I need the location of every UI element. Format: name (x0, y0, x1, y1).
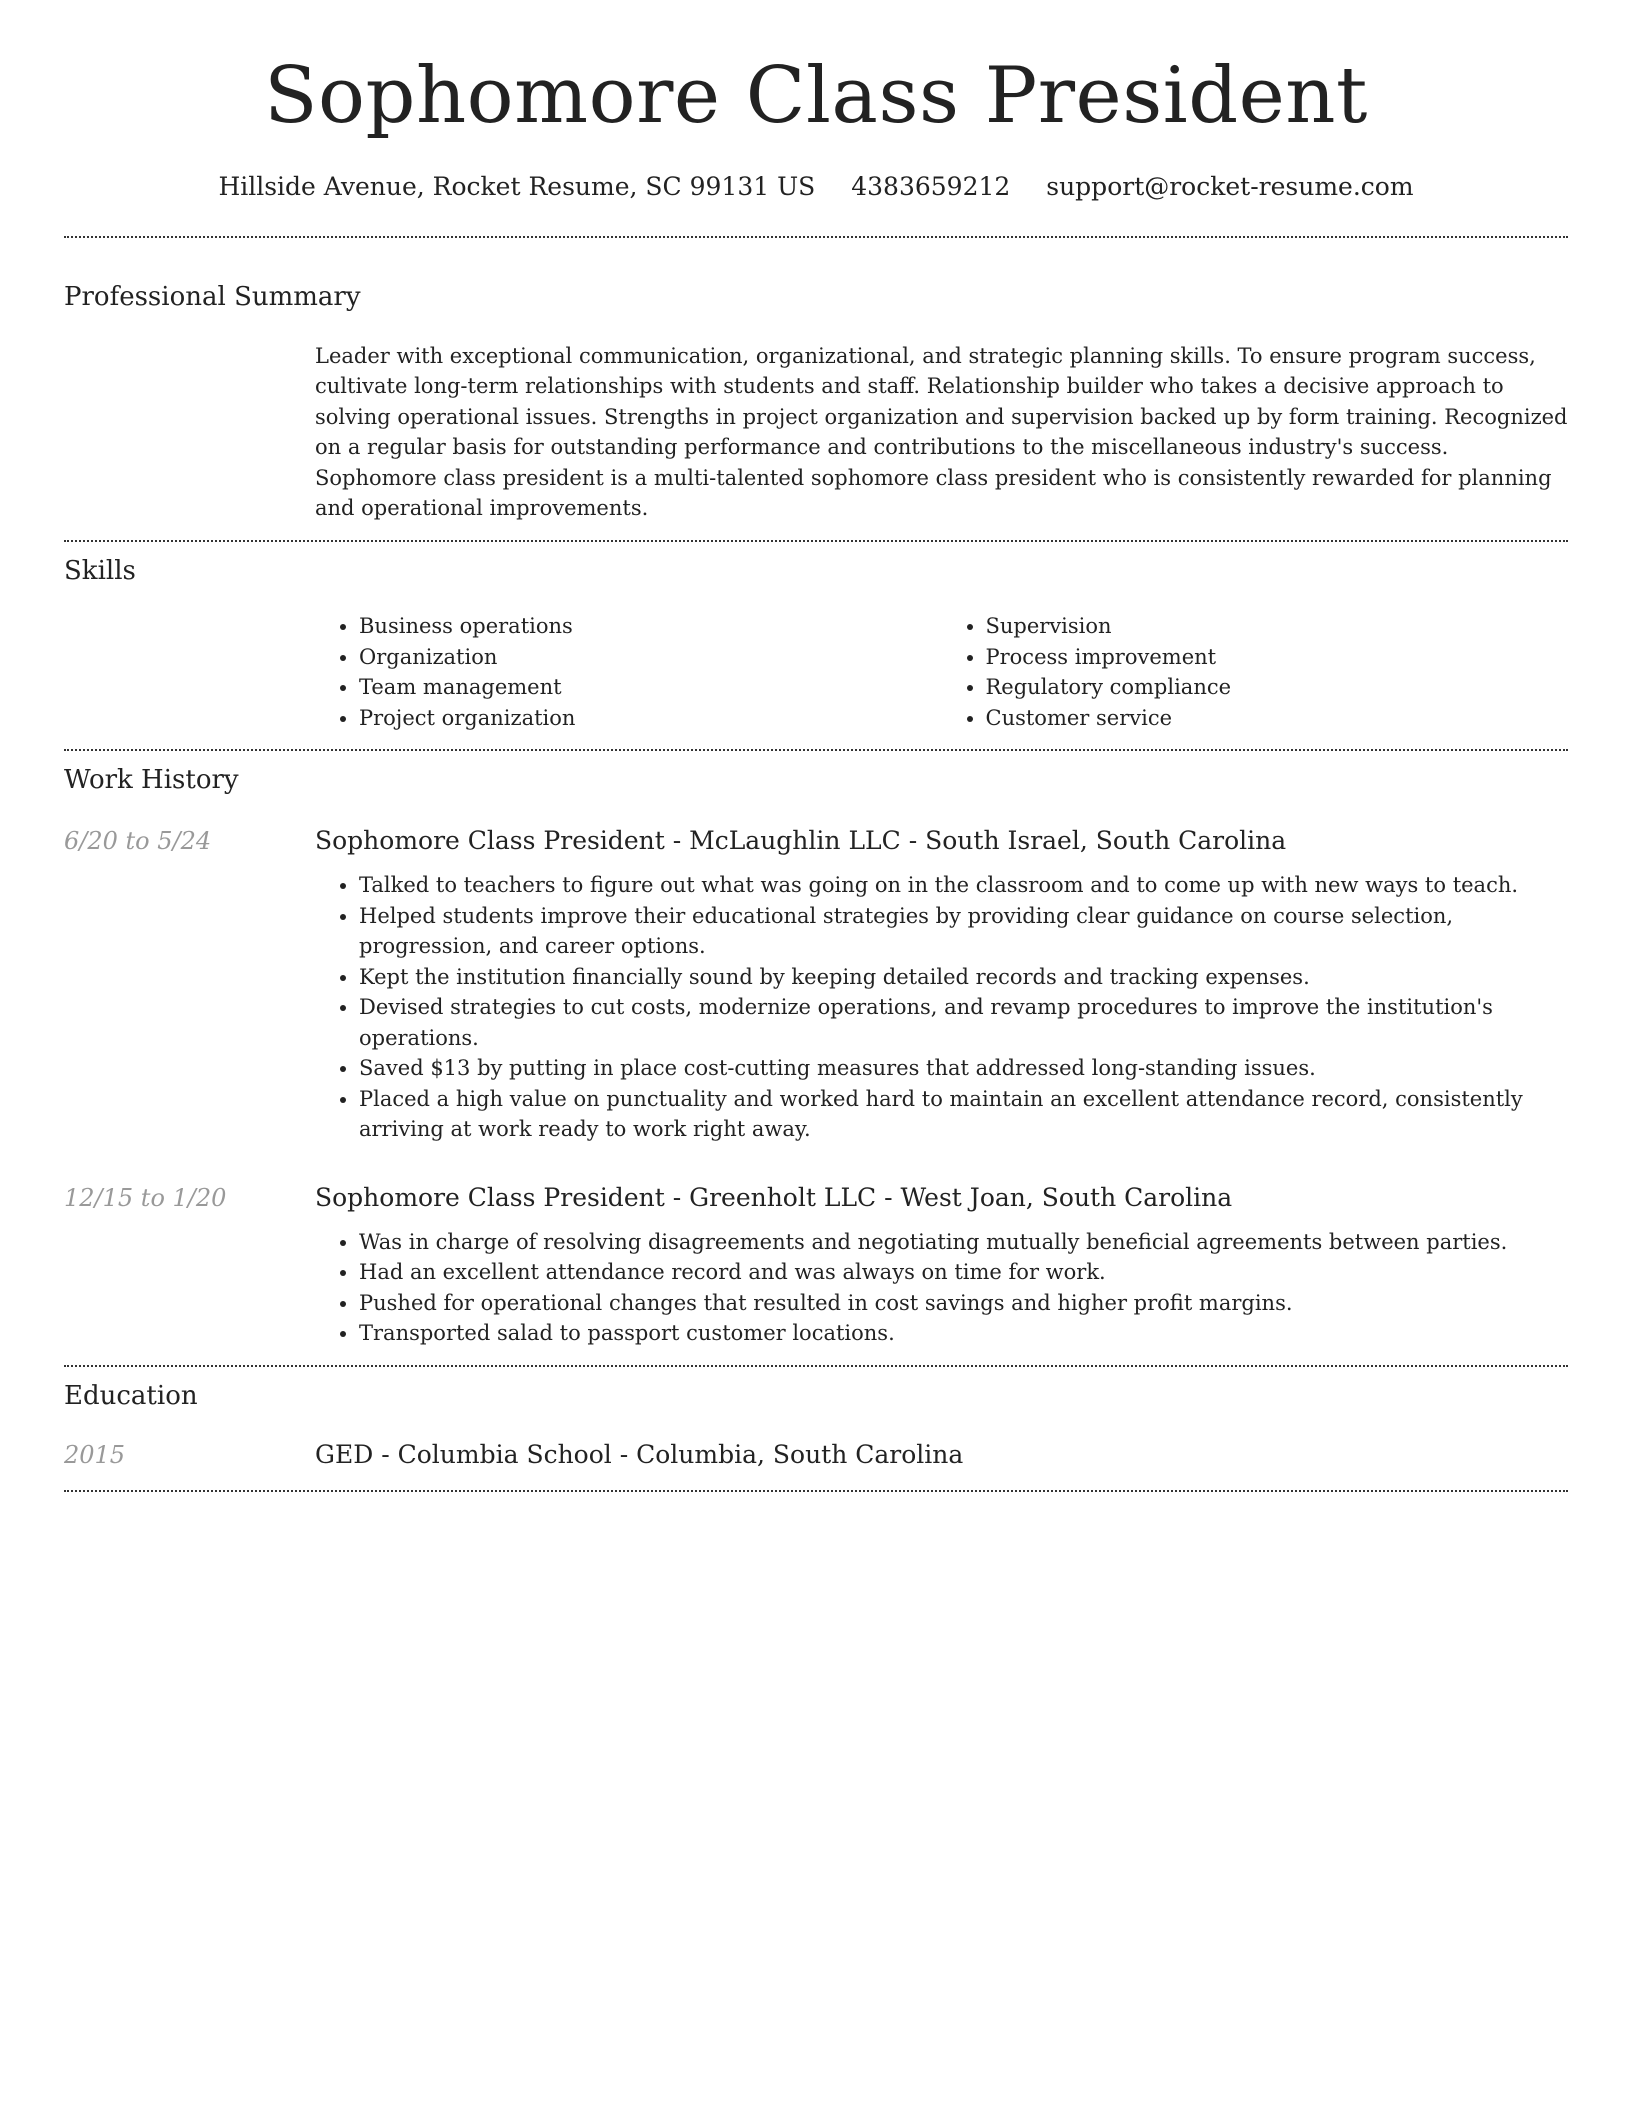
divider (64, 1490, 1568, 1492)
education-heading: GED - Columbia School - Columbia, South Carolina (315, 1439, 964, 1469)
job-bullets (315, 1227, 1568, 1349)
job-heading: Sophomore Class President - Greenholt LLC - West Joan, South Carolina (315, 1182, 1233, 1212)
skills-grid (315, 611, 1568, 749)
candidate-name: Sophomore Class President (264, 51, 1368, 141)
job-bullet: • Pushed for operational changes that resulted in cost savings and higher profit margins. (359, 1288, 1568, 1319)
job-bullets (315, 870, 1568, 1145)
work-section (64, 751, 1568, 1365)
job-dates: 12/15 to 1/20 (64, 1183, 227, 1212)
section-title-summary: Professional Summary (64, 281, 361, 312)
job-bullet: • Kept the institution financially sound by keeping detailed records and tracking expenses. (359, 962, 1568, 993)
section-title-education: Education (64, 1380, 198, 1411)
job-bullet: • Had an excellent attendance record and was always on time for work. (359, 1257, 1568, 1288)
skill-item: • Organization (359, 642, 942, 673)
skill-item: • Business operations (359, 611, 942, 642)
job-bullet: • Transported salad to passport customer locations. (359, 1318, 1568, 1349)
skill-item: • Supervision (986, 611, 1569, 642)
contact-address: Hillside Avenue, Rocket Resume, SC 99131 US (218, 171, 816, 201)
job-dates: 6/20 to 5/24 (64, 827, 212, 856)
skills-section (64, 542, 1568, 749)
job-bullet: • Saved $13 by putting in place cost-cutting measures that addressed long-standing issues. (359, 1053, 1568, 1084)
job-bullet: • Talked to teachers to figure out what was going on in the classroom and to come up with new ways to teach. (359, 870, 1568, 901)
skill-item: • Team management (359, 672, 942, 703)
job-heading: Sophomore Class President - McLaughlin LLC - South Israel, South Carolina (315, 826, 1287, 856)
job-bullet: • Devised strategies to cut costs, modernize operations, and revamp procedures to improve the institution's operations. (359, 992, 1568, 1053)
education-entry (64, 1438, 1568, 1490)
summary-section (64, 238, 1568, 540)
contact-phone: 4383659212 (851, 171, 1011, 201)
summary-text: Leader with exceptional communication, organizational, and strategic planning skills. To ensure program success, cultivate long-term relationships with students and staff. Relationship builder who takes a decisive approach to solving operational issues. Strengths in project organization and supervision backed up by form training. Recognized on a regular basis for outstanding performance and contributions to the miscellaneous industry's success. Sophomore class president is a multi-talented sophomore class president who is consistently rewarded for planning and operational improvements. (315, 343, 1568, 521)
skill-item: • Customer service (986, 703, 1569, 734)
job-bullet: • Placed a high value on punctuality and worked hard to maintain an excellent attendance record, consistently arriving at work ready to work right away. (359, 1084, 1568, 1145)
section-title-skills: Skills (64, 555, 136, 586)
skill-item: • Project organization (359, 703, 942, 734)
resume-header (64, 0, 1568, 202)
job-entry (64, 1181, 1568, 1349)
contact-line (64, 172, 1568, 202)
skill-item: • Process improvement (986, 642, 1569, 673)
skill-item: • Regulatory compliance (986, 672, 1569, 703)
skills-list-right (942, 611, 1569, 733)
education-year: 2015 (64, 1440, 126, 1469)
job-bullet: • Was in charge of resolving disagreements and negotiating mutually beneficial agreements between parties. (359, 1227, 1568, 1258)
section-title-work: Work History (64, 765, 239, 796)
skills-list-left (315, 611, 942, 733)
job-bullet: • Helped students improve their educational strategies by providing clear guidance on course selection, progression, and career options. (359, 901, 1568, 962)
job-entry (64, 824, 1568, 1145)
education-section (64, 1367, 1568, 1490)
contact-email: support@rocket-resume.com (1046, 171, 1414, 201)
